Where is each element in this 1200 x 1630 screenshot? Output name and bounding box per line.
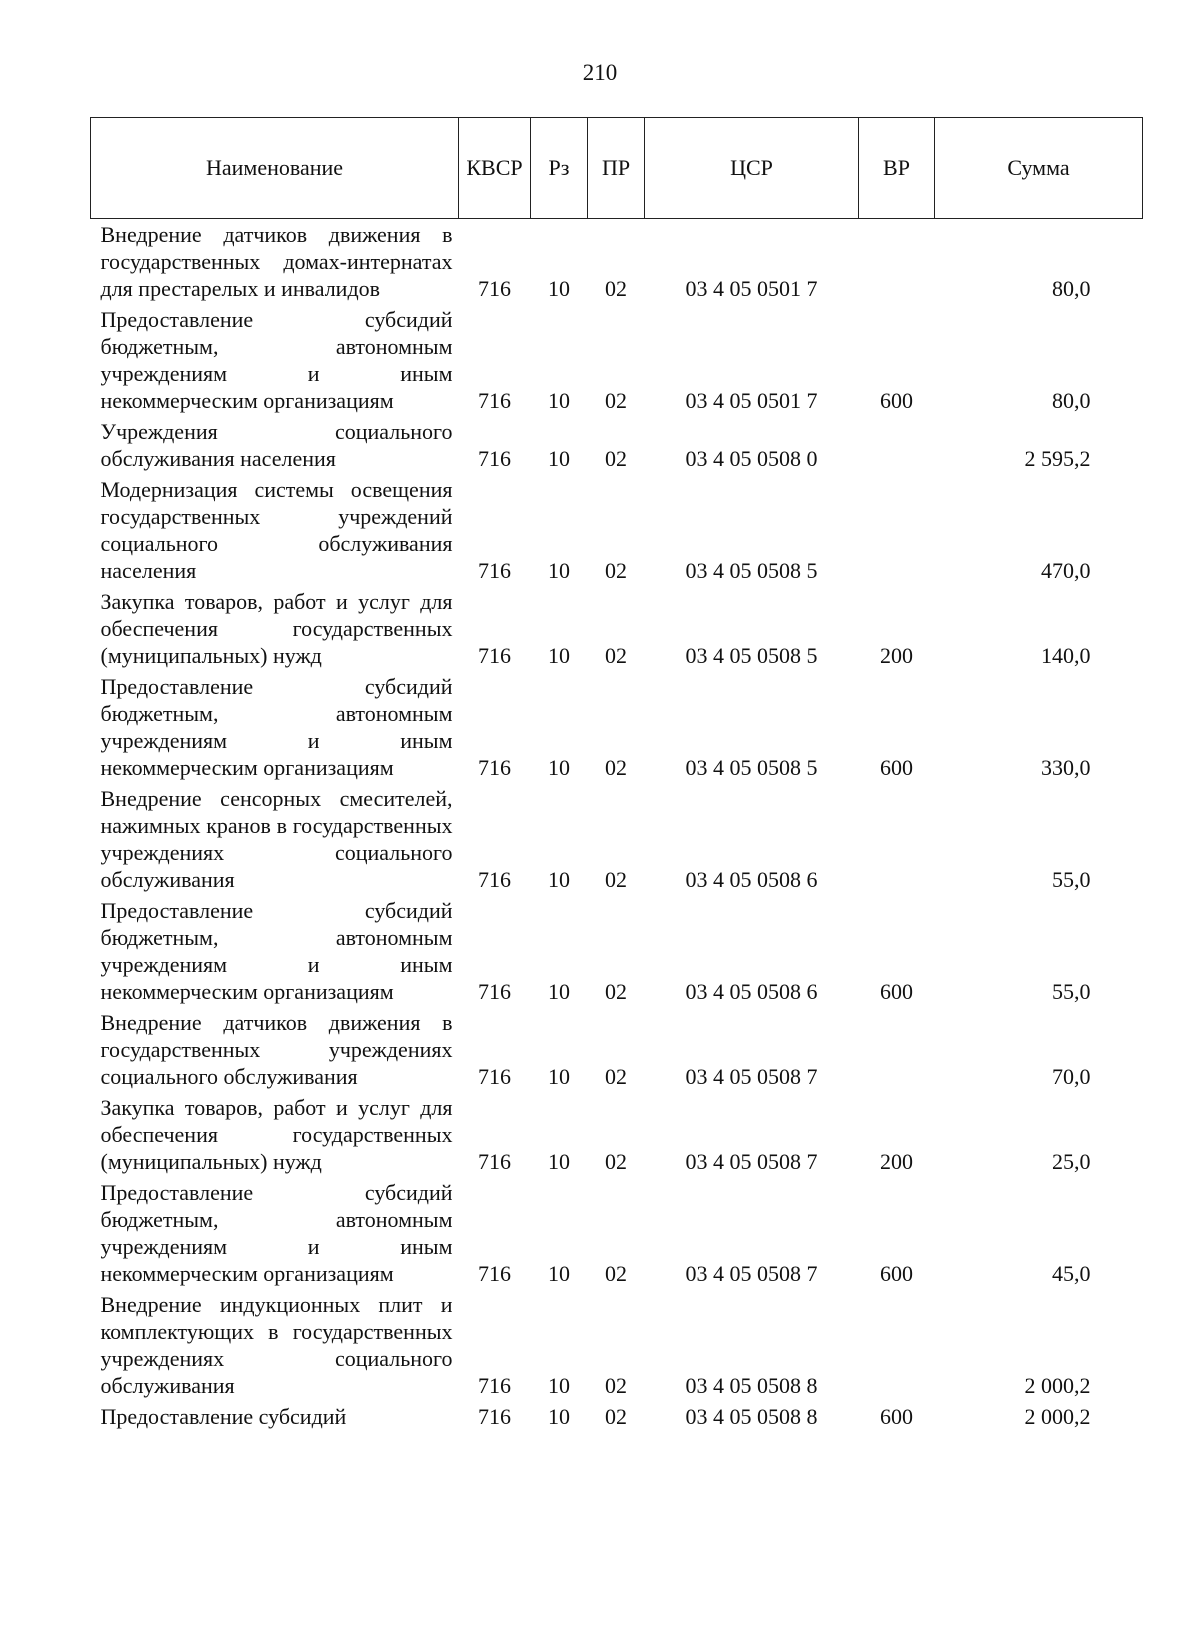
cell-pr: 02 [605,643,627,668]
cell-vr: 200 [880,1149,913,1174]
cell-sum: 25,0 [1052,1149,1091,1174]
cell-pr: 02 [605,755,627,780]
cell-pr: 02 [605,558,627,583]
cell-kvsr: 716 [478,1404,511,1429]
cell-kvsr: 716 [478,643,511,668]
cell-name: Внедрение датчиков движения в государственных учреждениях социального обслуживания [100,1010,453,1089]
cell-csr: 03 4 05 0501 7 [685,388,818,413]
cell-rz: 10 [548,979,570,1004]
cell-name: Предоставление субсидий бюджетным, автономным учреждениям и иным некоммерческим организациям [100,307,453,413]
cell-name: Предоставление субсидий [100,1404,347,1429]
cell-rz: 10 [548,755,570,780]
header-pr: ПР [588,118,645,219]
cell-pr: 02 [605,276,627,301]
cell-pr: 02 [605,1404,627,1429]
cell-csr: 03 4 05 0508 0 [685,446,818,471]
cell-pr: 02 [605,979,627,1004]
cell-kvsr: 716 [478,755,511,780]
header-name: Наименование [91,118,459,219]
cell-sum: 470,0 [1041,558,1091,583]
cell-vr: 600 [880,388,913,413]
cell-csr: 03 4 05 0508 5 [685,558,818,583]
cell-pr: 02 [605,388,627,413]
table-header [91,118,1143,219]
table-row [91,219,1143,307]
cell-vr [859,476,935,588]
cell-name: Предоставление субсидий бюджетным, автономным учреждениям и иным некоммерческим организациям [100,1180,453,1286]
cell-csr: 03 4 05 0508 7 [685,1064,818,1089]
cell-vr [859,219,935,307]
cell-sum: 55,0 [1052,979,1091,1004]
cell-name: Закупка товаров, работ и услуг для обеспечения государственных (муниципальных) нужд [100,589,453,668]
cell-csr: 03 4 05 0501 7 [685,276,818,301]
cell-kvsr: 716 [478,1149,511,1174]
cell-vr: 600 [880,979,913,1004]
cell-rz: 10 [548,1261,570,1286]
table-row [91,785,1143,897]
cell-sum: 140,0 [1041,643,1091,668]
cell-csr: 03 4 05 0508 7 [685,1261,818,1286]
cell-kvsr: 716 [478,867,511,892]
cell-rz: 10 [548,1373,570,1398]
cell-csr: 03 4 05 0508 6 [685,867,818,892]
table-row [91,1094,1143,1179]
cell-sum: 2 595,2 [1024,446,1091,471]
cell-pr: 02 [605,1149,627,1174]
header-sum: Сумма [935,118,1143,219]
cell-rz: 10 [548,276,570,301]
table-row [91,418,1143,476]
cell-pr: 02 [605,446,627,471]
cell-name: Предоставление субсидий бюджетным, автономным учреждениям и иным некоммерческим организациям [100,674,453,780]
cell-pr: 02 [605,1064,627,1089]
cell-name: Внедрение индукционных плит и комплектующих в государственных учреждениях социального обслуживания [100,1292,453,1398]
table-row [91,1009,1143,1094]
cell-rz: 10 [548,643,570,668]
cell-vr [859,418,935,476]
budget-table [90,117,1143,1434]
table-body [91,219,1143,1435]
cell-rz: 10 [548,1064,570,1089]
table-row [91,1403,1143,1434]
cell-rz: 10 [548,558,570,583]
cell-pr: 02 [605,867,627,892]
cell-name: Закупка товаров, работ и услуг для обеспечения государственных (муниципальных) нужд [100,1095,453,1174]
table-row [91,1291,1143,1403]
table-row [91,673,1143,785]
cell-csr: 03 4 05 0508 5 [685,643,818,668]
cell-kvsr: 716 [478,558,511,583]
cell-pr: 02 [605,1261,627,1286]
cell-sum: 330,0 [1041,755,1091,780]
cell-rz: 10 [548,388,570,413]
cell-vr: 600 [880,755,913,780]
table-row [91,306,1143,418]
cell-vr: 600 [880,1404,913,1429]
cell-rz: 10 [548,1149,570,1174]
cell-kvsr: 716 [478,446,511,471]
cell-kvsr: 716 [478,388,511,413]
header-rz: Рз [531,118,588,219]
cell-sum: 80,0 [1052,388,1091,413]
cell-sum: 2 000,2 [1024,1373,1091,1398]
cell-name: Внедрение сенсорных смесителей, нажимных кранов в государственных учреждениях социального обслуживания [100,786,453,892]
cell-sum: 80,0 [1052,276,1091,301]
cell-name: Предоставление субсидий бюджетным, автономным учреждениям и иным некоммерческим организациям [100,898,453,1004]
cell-csr: 03 4 05 0508 7 [685,1149,818,1174]
table-row [91,476,1143,588]
table-row [91,897,1143,1009]
cell-rz: 10 [548,867,570,892]
cell-kvsr: 716 [478,1064,511,1089]
cell-csr: 03 4 05 0508 8 [685,1404,818,1429]
cell-vr: 200 [880,643,913,668]
header-kvsr: КВСР [459,118,531,219]
cell-sum: 45,0 [1052,1261,1091,1286]
cell-name: Модернизация системы освещения государственных учреждений социального обслуживания населения [100,477,453,583]
cell-vr [859,785,935,897]
cell-vr: 600 [880,1261,913,1286]
cell-kvsr: 716 [478,276,511,301]
table-row [91,588,1143,673]
cell-pr: 02 [605,1373,627,1398]
cell-sum: 70,0 [1052,1064,1091,1089]
cell-vr [859,1009,935,1094]
header-vr: ВР [859,118,935,219]
cell-kvsr: 716 [478,1373,511,1398]
cell-sum: 55,0 [1052,867,1091,892]
cell-csr: 03 4 05 0508 8 [685,1373,818,1398]
cell-name: Учреждения социального обслуживания населения [100,419,453,471]
cell-vr [859,1291,935,1403]
cell-rz: 10 [548,1404,570,1429]
cell-name: Внедрение датчиков движения в государственных домах-интернатах для престарелых и инвалидов [100,222,453,301]
cell-csr: 03 4 05 0508 5 [685,755,818,780]
cell-kvsr: 716 [478,979,511,1004]
cell-csr: 03 4 05 0508 6 [685,979,818,1004]
cell-sum: 2 000,2 [1024,1404,1091,1429]
header-csr: ЦСР [645,118,859,219]
table-row [91,1179,1143,1291]
cell-kvsr: 716 [478,1261,511,1286]
page-number: 210 [582,60,618,85]
cell-rz: 10 [548,446,570,471]
